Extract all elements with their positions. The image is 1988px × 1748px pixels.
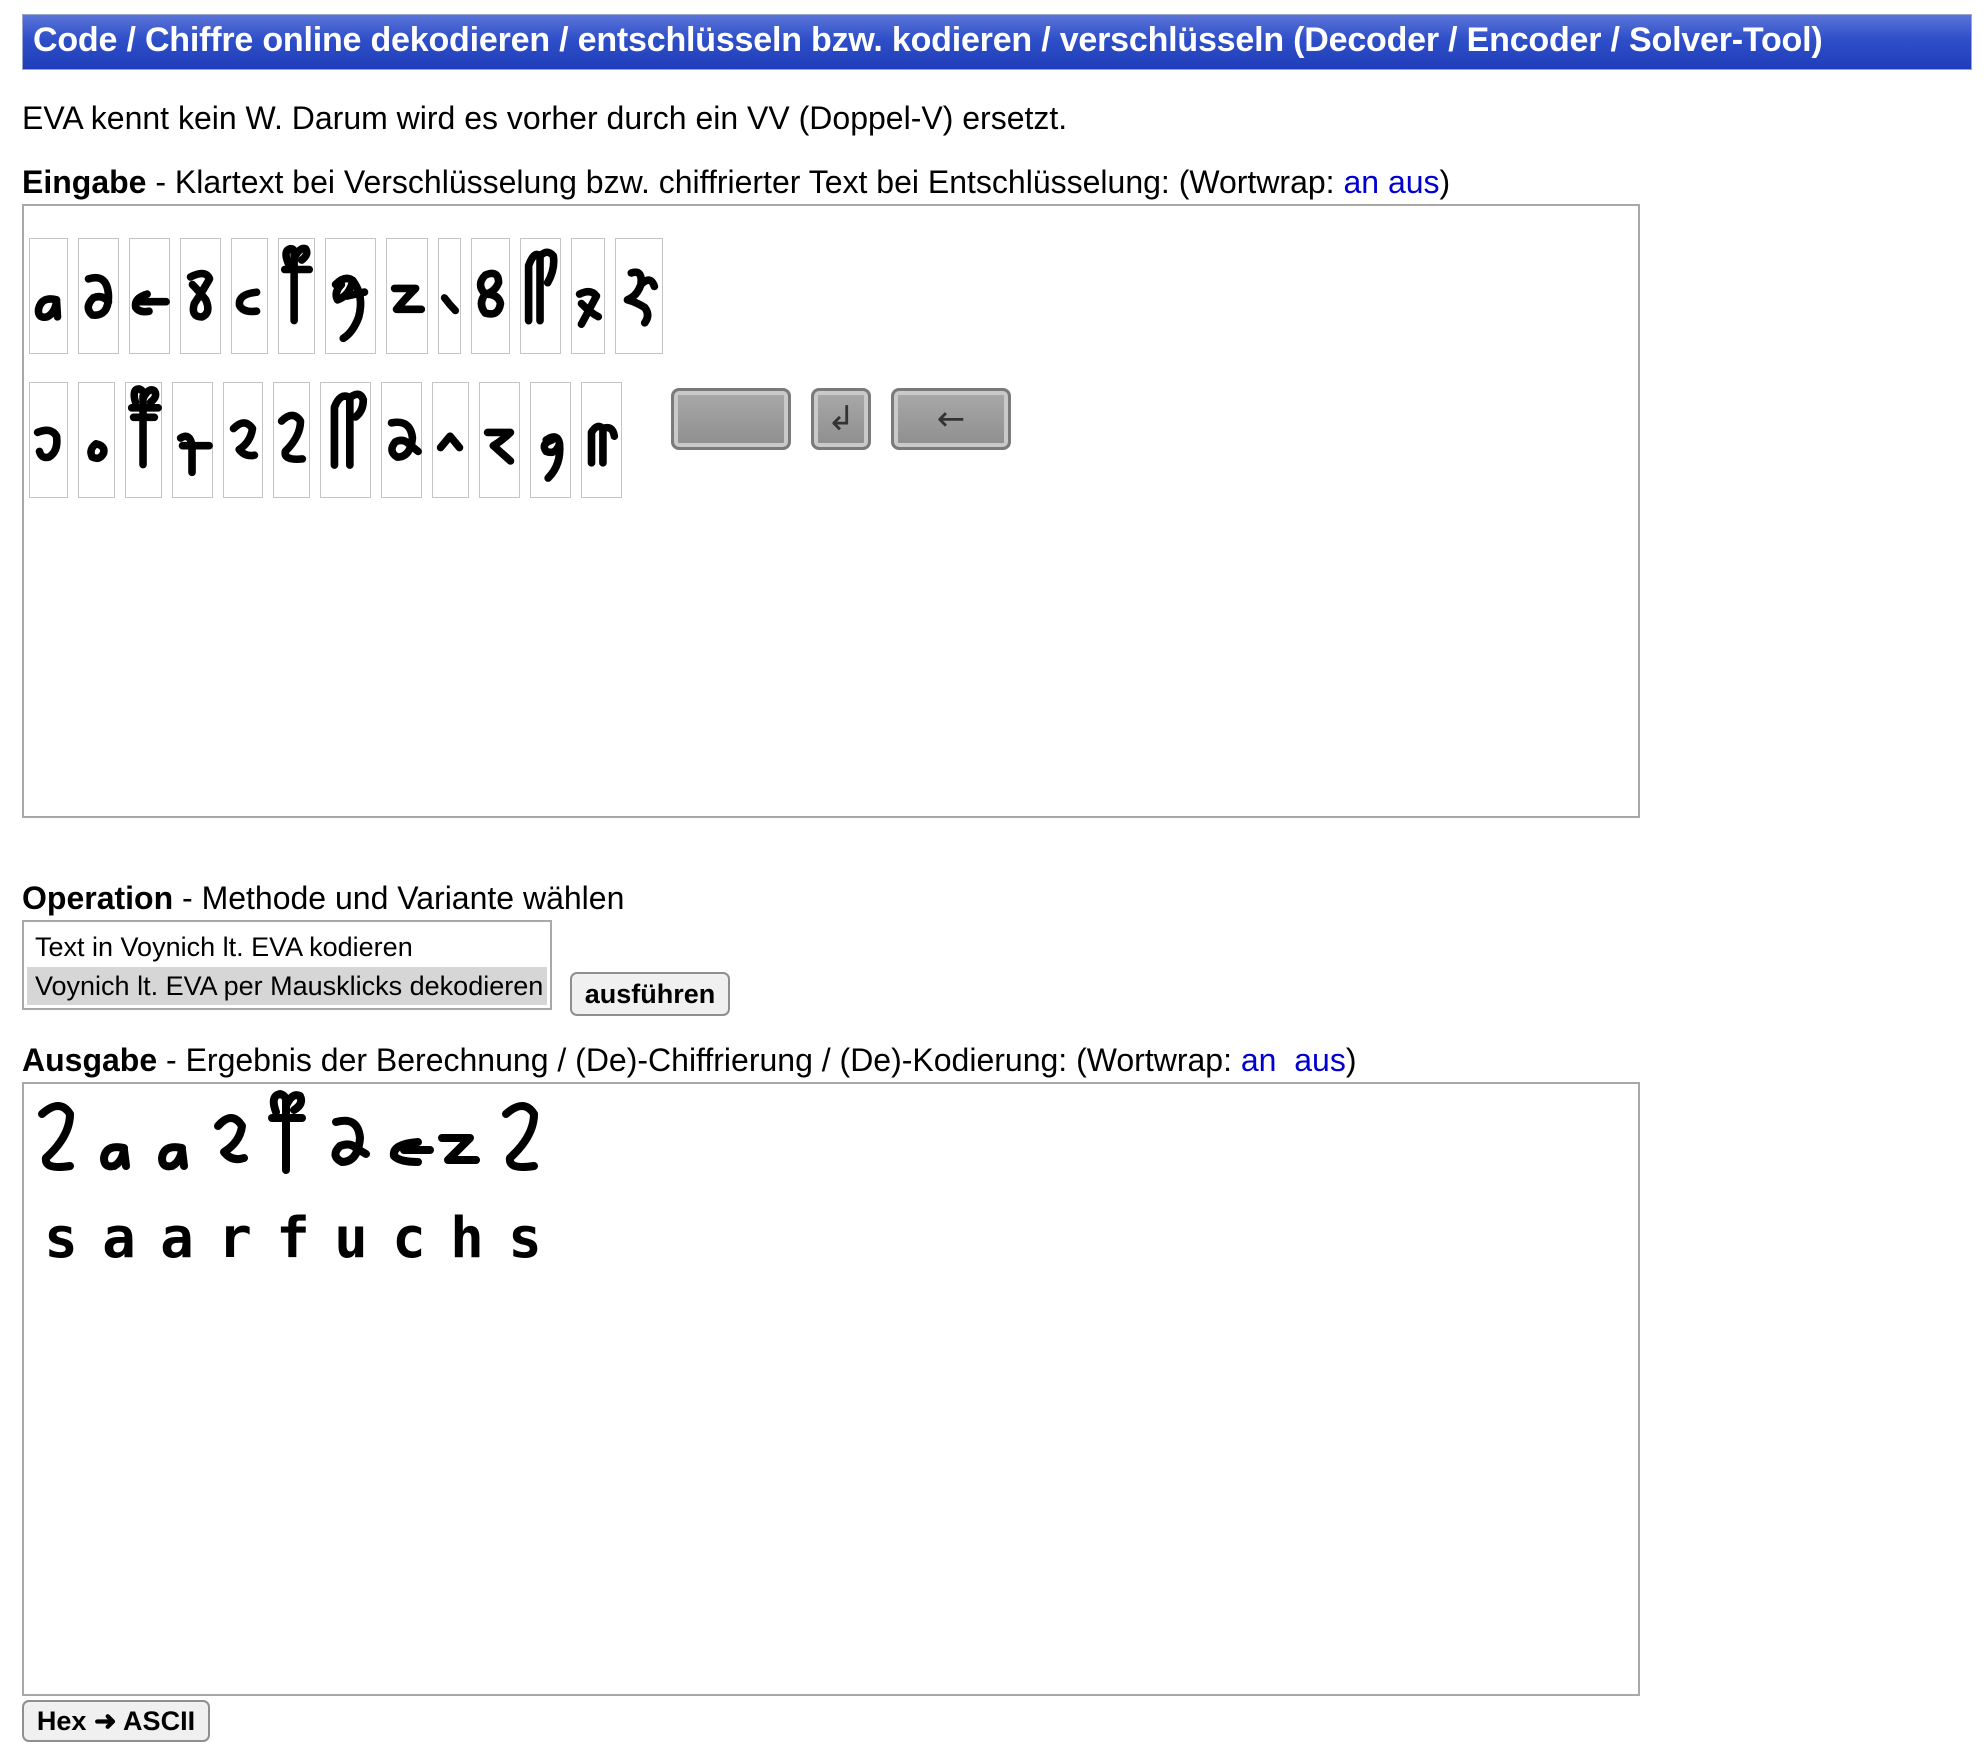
glyph-key-a[interactable]	[29, 238, 68, 354]
output-glyph-f	[262, 1092, 318, 1192]
operation-label-text: - Methode und Variante wählen	[173, 880, 625, 916]
output-letter: r	[218, 1206, 252, 1271]
glyph-key-n[interactable]	[29, 382, 68, 498]
glyph-key-s[interactable]	[273, 382, 310, 498]
glyph-key-c[interactable]	[231, 238, 268, 354]
output-label-bold: Ausgabe	[22, 1042, 158, 1078]
glyph-key-d[interactable]	[78, 238, 119, 354]
glyph-key-b[interactable]	[581, 382, 622, 498]
glyph-keys-row-1	[29, 238, 689, 354]
output-voynich-glyphs	[30, 1092, 590, 1192]
output-label-close: )	[1345, 1042, 1357, 1078]
run-button[interactable]: ausführen	[570, 972, 730, 1016]
hex-to-ascii-button[interactable]: Hex ➜ ASCII	[22, 1700, 210, 1742]
output-glyph-c	[378, 1092, 434, 1192]
backspace-key-icon: ←	[936, 399, 966, 439]
glyph-key-f[interactable]	[278, 238, 315, 354]
glyph-key-q[interactable]	[325, 238, 376, 354]
operation-option-decode-clicks[interactable]: Voynich lt. EVA per Mausklicks dekodieren	[27, 967, 547, 1005]
operation-option-encode[interactable]: Text in Voynich lt. EVA kodieren	[35, 932, 413, 962]
output-label-text: - Ergebnis der Berechnung / (De)-Chiffrierung / (De)-Kodierung: (Wortwrap:	[157, 1042, 1241, 1078]
input-label-close: )	[1439, 164, 1451, 200]
output-glyph-a	[88, 1092, 144, 1192]
output-area[interactable]	[22, 1082, 1640, 1696]
operation-select[interactable]	[22, 920, 552, 1010]
output-glyph-a	[146, 1092, 202, 1192]
enter-key-icon: ↲	[826, 399, 856, 439]
output-letter: a	[102, 1206, 136, 1271]
glyph-key-l[interactable]	[479, 382, 520, 498]
enter-key-button[interactable]	[811, 388, 871, 450]
operation-label-bold: Operation	[22, 880, 174, 916]
glyph-key-h[interactable]	[381, 382, 422, 498]
output-letter: u	[334, 1206, 368, 1271]
space-key-button[interactable]	[671, 388, 791, 450]
glyph-key-u[interactable]	[530, 382, 571, 498]
glyph-key-o[interactable]	[78, 382, 115, 498]
glyph-key-r[interactable]	[223, 382, 263, 498]
input-label-bold: Eingabe	[22, 164, 147, 200]
input-label-text: - Klartext bei Verschlüsselung bzw. chiffrierter Text bei Entschlüsselung: (Wortwrap:	[146, 164, 1344, 200]
glyph-key-k[interactable]	[615, 238, 663, 354]
output-wrap-on-link[interactable]: an	[1240, 1042, 1277, 1078]
input-wrap-off-link[interactable]: aus	[1387, 164, 1440, 200]
eva-note: EVA kennt kein W. Darum wird es vorher durch ein VV (Doppel-V) ersetzt.	[22, 100, 1068, 136]
output-glyph-r	[204, 1092, 260, 1192]
glyph-keys-row-2	[29, 382, 1029, 498]
output-text	[32, 1206, 554, 1271]
output-wrap-off-link[interactable]: aus	[1294, 1042, 1346, 1078]
output-glyph-s	[30, 1092, 86, 1192]
glyph-key-i[interactable]	[438, 238, 461, 354]
glyph-key-z[interactable]	[386, 238, 428, 354]
glyph-key-t[interactable]	[320, 382, 371, 498]
glyph-key-e[interactable]	[129, 238, 170, 354]
title-bar	[22, 14, 1972, 70]
input-label	[22, 164, 1450, 201]
glyph-key-v[interactable]	[432, 382, 469, 498]
output-letter: a	[160, 1206, 194, 1271]
glyph-key-g[interactable]	[180, 238, 221, 354]
page-title: Code / Chiffre online dekodieren / entschlüsseln bzw. kodieren / verschlüsseln (Decoder / Encoder / Solver-Tool)	[33, 21, 1823, 59]
glyph-key-p[interactable]	[125, 382, 162, 498]
input-wrap-on-link[interactable]: an	[1343, 164, 1380, 200]
backspace-key-button[interactable]	[891, 388, 1011, 450]
output-letter: h	[450, 1206, 484, 1271]
glyph-key-y[interactable]	[172, 382, 213, 498]
input-area[interactable]	[22, 204, 1640, 818]
output-letter: f	[276, 1206, 310, 1271]
output-glyph-s	[494, 1092, 550, 1192]
output-letter: s	[44, 1206, 78, 1271]
output-letter: s	[508, 1206, 542, 1271]
output-glyph-u	[320, 1092, 376, 1192]
output-label	[22, 1042, 1356, 1079]
glyph-key-8[interactable]	[471, 238, 510, 354]
operation-label	[22, 880, 624, 917]
glyph-key-m[interactable]	[520, 238, 561, 354]
glyph-key-x[interactable]	[571, 238, 605, 354]
output-glyph-h	[436, 1092, 492, 1192]
output-letter: c	[392, 1206, 426, 1271]
